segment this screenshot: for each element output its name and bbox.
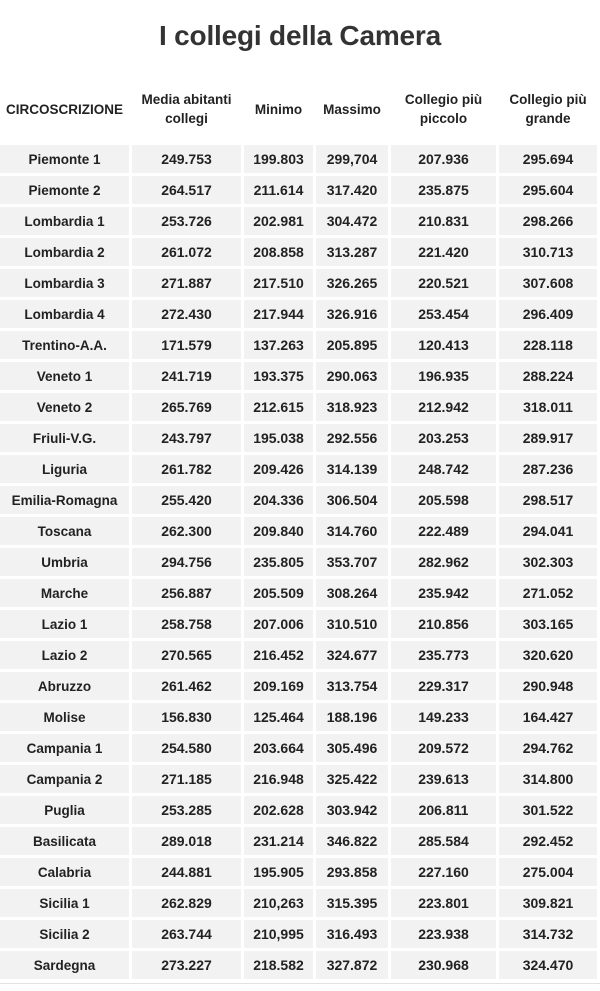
cell-media-abitanti: 241.719 xyxy=(132,362,241,390)
cell-collegio-piccolo: 205.598 xyxy=(391,486,496,514)
table-row xyxy=(0,610,597,638)
cell-collegio-piccolo: 229.317 xyxy=(391,672,496,700)
bottom-divider xyxy=(0,983,600,984)
cell-collegio-piccolo: 221.420 xyxy=(391,238,496,266)
cell-minimo: 210,995 xyxy=(244,920,313,948)
table-body xyxy=(0,145,597,979)
cell-circoscrizione: Lazio 2 xyxy=(0,641,129,669)
table-row xyxy=(0,207,597,235)
cell-minimo: 137.263 xyxy=(244,331,313,359)
cell-circoscrizione: Basilicata xyxy=(0,827,129,855)
table-row xyxy=(0,176,597,204)
cell-circoscrizione: Lombardia 1 xyxy=(0,207,129,235)
cell-massimo: 299,704 xyxy=(316,145,388,173)
cell-collegio-piccolo: 239.613 xyxy=(391,765,496,793)
cell-collegio-piccolo: 222.489 xyxy=(391,517,496,545)
cell-collegio-piccolo: 235.942 xyxy=(391,579,496,607)
cell-collegio-piccolo: 207.936 xyxy=(391,145,496,173)
table-row xyxy=(0,486,597,514)
cell-minimo: 202.628 xyxy=(244,796,313,824)
cell-collegio-grande: 318.011 xyxy=(499,393,597,421)
cell-minimo: 231.214 xyxy=(244,827,313,855)
cell-collegio-grande: 271.052 xyxy=(499,579,597,607)
cell-massimo: 313.754 xyxy=(316,672,388,700)
table-row xyxy=(0,393,597,421)
cell-minimo: 209.426 xyxy=(244,455,313,483)
cell-circoscrizione: Trentino-A.A. xyxy=(0,331,129,359)
cell-massimo: 324.677 xyxy=(316,641,388,669)
cell-collegio-grande: 292.452 xyxy=(499,827,597,855)
cell-minimo: 209.840 xyxy=(244,517,313,545)
cell-media-abitanti: 255.420 xyxy=(132,486,241,514)
cell-massimo: 304.472 xyxy=(316,207,388,235)
cell-media-abitanti: 156.830 xyxy=(132,703,241,731)
cell-massimo: 325.422 xyxy=(316,765,388,793)
cell-circoscrizione: Sicilia 2 xyxy=(0,920,129,948)
cell-massimo: 314.760 xyxy=(316,517,388,545)
cell-circoscrizione: Campania 2 xyxy=(0,765,129,793)
cell-circoscrizione: Veneto 1 xyxy=(0,362,129,390)
cell-minimo: 218.582 xyxy=(244,951,313,979)
cell-media-abitanti: 256.887 xyxy=(132,579,241,607)
cell-minimo: 212.615 xyxy=(244,393,313,421)
cell-collegio-piccolo: 120.413 xyxy=(391,331,496,359)
cell-minimo: 193.375 xyxy=(244,362,313,390)
cell-massimo: 315.395 xyxy=(316,889,388,917)
cell-collegio-grande: 324.470 xyxy=(499,951,597,979)
table-row xyxy=(0,548,597,576)
cell-minimo: 216.452 xyxy=(244,641,313,669)
table-row xyxy=(0,300,597,328)
table-row xyxy=(0,734,597,762)
cell-massimo: 314.139 xyxy=(316,455,388,483)
cell-circoscrizione: Lombardia 4 xyxy=(0,300,129,328)
cell-collegio-grande: 314.800 xyxy=(499,765,597,793)
table-row xyxy=(0,858,597,886)
cell-media-abitanti: 243.797 xyxy=(132,424,241,452)
cell-circoscrizione: Liguria xyxy=(0,455,129,483)
cell-minimo: 199.803 xyxy=(244,145,313,173)
cell-circoscrizione: Lombardia 2 xyxy=(0,238,129,266)
cell-minimo: 211.614 xyxy=(244,176,313,204)
cell-minimo: 195.905 xyxy=(244,858,313,886)
cell-collegio-grande: 298.266 xyxy=(499,207,597,235)
cell-collegio-grande: 228.118 xyxy=(499,331,597,359)
header-minimo: Minimo xyxy=(244,76,313,142)
cell-massimo: 290.063 xyxy=(316,362,388,390)
cell-collegio-grande: 275.004 xyxy=(499,858,597,886)
cell-collegio-grande: 296.409 xyxy=(499,300,597,328)
cell-media-abitanti: 253.285 xyxy=(132,796,241,824)
cell-massimo: 310.510 xyxy=(316,610,388,638)
cell-minimo: 195.038 xyxy=(244,424,313,452)
cell-minimo: 217.510 xyxy=(244,269,313,297)
cell-circoscrizione: Friuli-V.G. xyxy=(0,424,129,452)
cell-collegio-grande: 294.041 xyxy=(499,517,597,545)
cell-collegio-grande: 301.522 xyxy=(499,796,597,824)
cell-circoscrizione: Molise xyxy=(0,703,129,731)
cell-media-abitanti: 261.782 xyxy=(132,455,241,483)
cell-circoscrizione: Campania 1 xyxy=(0,734,129,762)
table-row xyxy=(0,517,597,545)
table-row xyxy=(0,827,597,855)
cell-massimo: 306.504 xyxy=(316,486,388,514)
cell-circoscrizione: Umbria xyxy=(0,548,129,576)
cell-massimo: 292.556 xyxy=(316,424,388,452)
cell-collegio-piccolo: 235.875 xyxy=(391,176,496,204)
header-row xyxy=(0,76,597,142)
cell-massimo: 326.916 xyxy=(316,300,388,328)
cell-circoscrizione: Marche xyxy=(0,579,129,607)
cell-massimo: 318.923 xyxy=(316,393,388,421)
cell-collegio-grande: 302.303 xyxy=(499,548,597,576)
cell-minimo: 125.464 xyxy=(244,703,313,731)
table-row xyxy=(0,951,597,979)
table-row xyxy=(0,765,597,793)
cell-collegio-piccolo: 223.938 xyxy=(391,920,496,948)
cell-collegio-piccolo: 230.968 xyxy=(391,951,496,979)
cell-collegio-piccolo: 253.454 xyxy=(391,300,496,328)
cell-media-abitanti: 171.579 xyxy=(132,331,241,359)
cell-media-abitanti: 294.756 xyxy=(132,548,241,576)
cell-media-abitanti: 253.726 xyxy=(132,207,241,235)
cell-media-abitanti: 264.517 xyxy=(132,176,241,204)
cell-collegio-piccolo: 282.962 xyxy=(391,548,496,576)
cell-collegio-piccolo: 235.773 xyxy=(391,641,496,669)
cell-media-abitanti: 262.829 xyxy=(132,889,241,917)
cell-minimo: 217.944 xyxy=(244,300,313,328)
collegi-table xyxy=(0,73,600,982)
cell-minimo: 207.006 xyxy=(244,610,313,638)
cell-media-abitanti: 249.753 xyxy=(132,145,241,173)
cell-media-abitanti: 289.018 xyxy=(132,827,241,855)
cell-massimo: 346.822 xyxy=(316,827,388,855)
table-header xyxy=(0,76,597,142)
cell-collegio-piccolo: 210.856 xyxy=(391,610,496,638)
cell-minimo: 203.664 xyxy=(244,734,313,762)
cell-media-abitanti: 261.072 xyxy=(132,238,241,266)
cell-massimo: 205.895 xyxy=(316,331,388,359)
cell-minimo: 205.509 xyxy=(244,579,313,607)
header-media-abitanti: Media abitanti collegi xyxy=(132,76,241,142)
table-row xyxy=(0,455,597,483)
table-row xyxy=(0,579,597,607)
cell-collegio-piccolo: 206.811 xyxy=(391,796,496,824)
table-row xyxy=(0,889,597,917)
cell-massimo: 317.420 xyxy=(316,176,388,204)
cell-minimo: 208.858 xyxy=(244,238,313,266)
cell-collegio-grande: 287.236 xyxy=(499,455,597,483)
cell-collegio-grande: 290.948 xyxy=(499,672,597,700)
header-massimo: Massimo xyxy=(316,76,388,142)
cell-media-abitanti: 262.300 xyxy=(132,517,241,545)
cell-massimo: 305.496 xyxy=(316,734,388,762)
table-row xyxy=(0,424,597,452)
cell-minimo: 216.948 xyxy=(244,765,313,793)
cell-collegio-grande: 295.604 xyxy=(499,176,597,204)
cell-massimo: 313.287 xyxy=(316,238,388,266)
cell-collegio-grande: 307.608 xyxy=(499,269,597,297)
cell-massimo: 308.264 xyxy=(316,579,388,607)
cell-media-abitanti: 271.887 xyxy=(132,269,241,297)
table-row xyxy=(0,331,597,359)
cell-circoscrizione: Toscana xyxy=(0,517,129,545)
header-collegio-piccolo: Collegio più piccolo xyxy=(391,76,496,142)
cell-minimo: 210,263 xyxy=(244,889,313,917)
cell-circoscrizione: Lombardia 3 xyxy=(0,269,129,297)
cell-collegio-grande: 295.694 xyxy=(499,145,597,173)
cell-minimo: 204.336 xyxy=(244,486,313,514)
table-row xyxy=(0,796,597,824)
cell-circoscrizione: Lazio 1 xyxy=(0,610,129,638)
cell-collegio-piccolo: 212.942 xyxy=(391,393,496,421)
cell-collegio-piccolo: 196.935 xyxy=(391,362,496,390)
cell-collegio-piccolo: 223.801 xyxy=(391,889,496,917)
table-row xyxy=(0,362,597,390)
cell-massimo: 293.858 xyxy=(316,858,388,886)
cell-circoscrizione: Abruzzo xyxy=(0,672,129,700)
cell-media-abitanti: 272.430 xyxy=(132,300,241,328)
cell-collegio-piccolo: 203.253 xyxy=(391,424,496,452)
cell-massimo: 316.493 xyxy=(316,920,388,948)
table-row xyxy=(0,145,597,173)
cell-collegio-grande: 303.165 xyxy=(499,610,597,638)
cell-media-abitanti: 273.227 xyxy=(132,951,241,979)
header-collegio-grande: Collegio più grande xyxy=(499,76,597,142)
cell-circoscrizione: Sardegna xyxy=(0,951,129,979)
cell-media-abitanti: 271.185 xyxy=(132,765,241,793)
table-row xyxy=(0,238,597,266)
cell-collegio-grande: 289.917 xyxy=(499,424,597,452)
cell-media-abitanti: 265.769 xyxy=(132,393,241,421)
cell-collegio-grande: 314.732 xyxy=(499,920,597,948)
cell-massimo: 188.196 xyxy=(316,703,388,731)
cell-collegio-grande: 288.224 xyxy=(499,362,597,390)
cell-media-abitanti: 263.744 xyxy=(132,920,241,948)
cell-collegio-piccolo: 220.521 xyxy=(391,269,496,297)
cell-media-abitanti: 270.565 xyxy=(132,641,241,669)
page-title: I collegi della Camera xyxy=(159,20,441,51)
table-row xyxy=(0,703,597,731)
cell-minimo: 209.169 xyxy=(244,672,313,700)
cell-collegio-piccolo: 227.160 xyxy=(391,858,496,886)
cell-collegio-grande: 320.620 xyxy=(499,641,597,669)
header-circoscrizione: CIRCOSCRIZIONE xyxy=(0,76,129,142)
table-row xyxy=(0,269,597,297)
cell-circoscrizione: Sicilia 1 xyxy=(0,889,129,917)
table-row xyxy=(0,641,597,669)
cell-minimo: 235.805 xyxy=(244,548,313,576)
cell-collegio-grande: 298.517 xyxy=(499,486,597,514)
cell-circoscrizione: Puglia xyxy=(0,796,129,824)
cell-collegio-piccolo: 248.742 xyxy=(391,455,496,483)
cell-media-abitanti: 261.462 xyxy=(132,672,241,700)
cell-massimo: 327.872 xyxy=(316,951,388,979)
cell-collegio-grande: 164.427 xyxy=(499,703,597,731)
cell-collegio-piccolo: 209.572 xyxy=(391,734,496,762)
cell-circoscrizione: Piemonte 2 xyxy=(0,176,129,204)
table-row xyxy=(0,920,597,948)
cell-massimo: 353.707 xyxy=(316,548,388,576)
cell-collegio-piccolo: 210.831 xyxy=(391,207,496,235)
table-row xyxy=(0,672,597,700)
cell-media-abitanti: 258.758 xyxy=(132,610,241,638)
cell-collegio-piccolo: 149.233 xyxy=(391,703,496,731)
cell-collegio-grande: 294.762 xyxy=(499,734,597,762)
cell-collegio-piccolo: 285.584 xyxy=(391,827,496,855)
cell-media-abitanti: 244.881 xyxy=(132,858,241,886)
cell-minimo: 202.981 xyxy=(244,207,313,235)
cell-circoscrizione: Piemonte 1 xyxy=(0,145,129,173)
cell-massimo: 303.942 xyxy=(316,796,388,824)
cell-circoscrizione: Calabria xyxy=(0,858,129,886)
cell-circoscrizione: Veneto 2 xyxy=(0,393,129,421)
cell-media-abitanti: 254.580 xyxy=(132,734,241,762)
cell-massimo: 326.265 xyxy=(316,269,388,297)
cell-circoscrizione: Emilia-Romagna xyxy=(0,486,129,514)
cell-collegio-grande: 310.713 xyxy=(499,238,597,266)
cell-collegio-grande: 309.821 xyxy=(499,889,597,917)
